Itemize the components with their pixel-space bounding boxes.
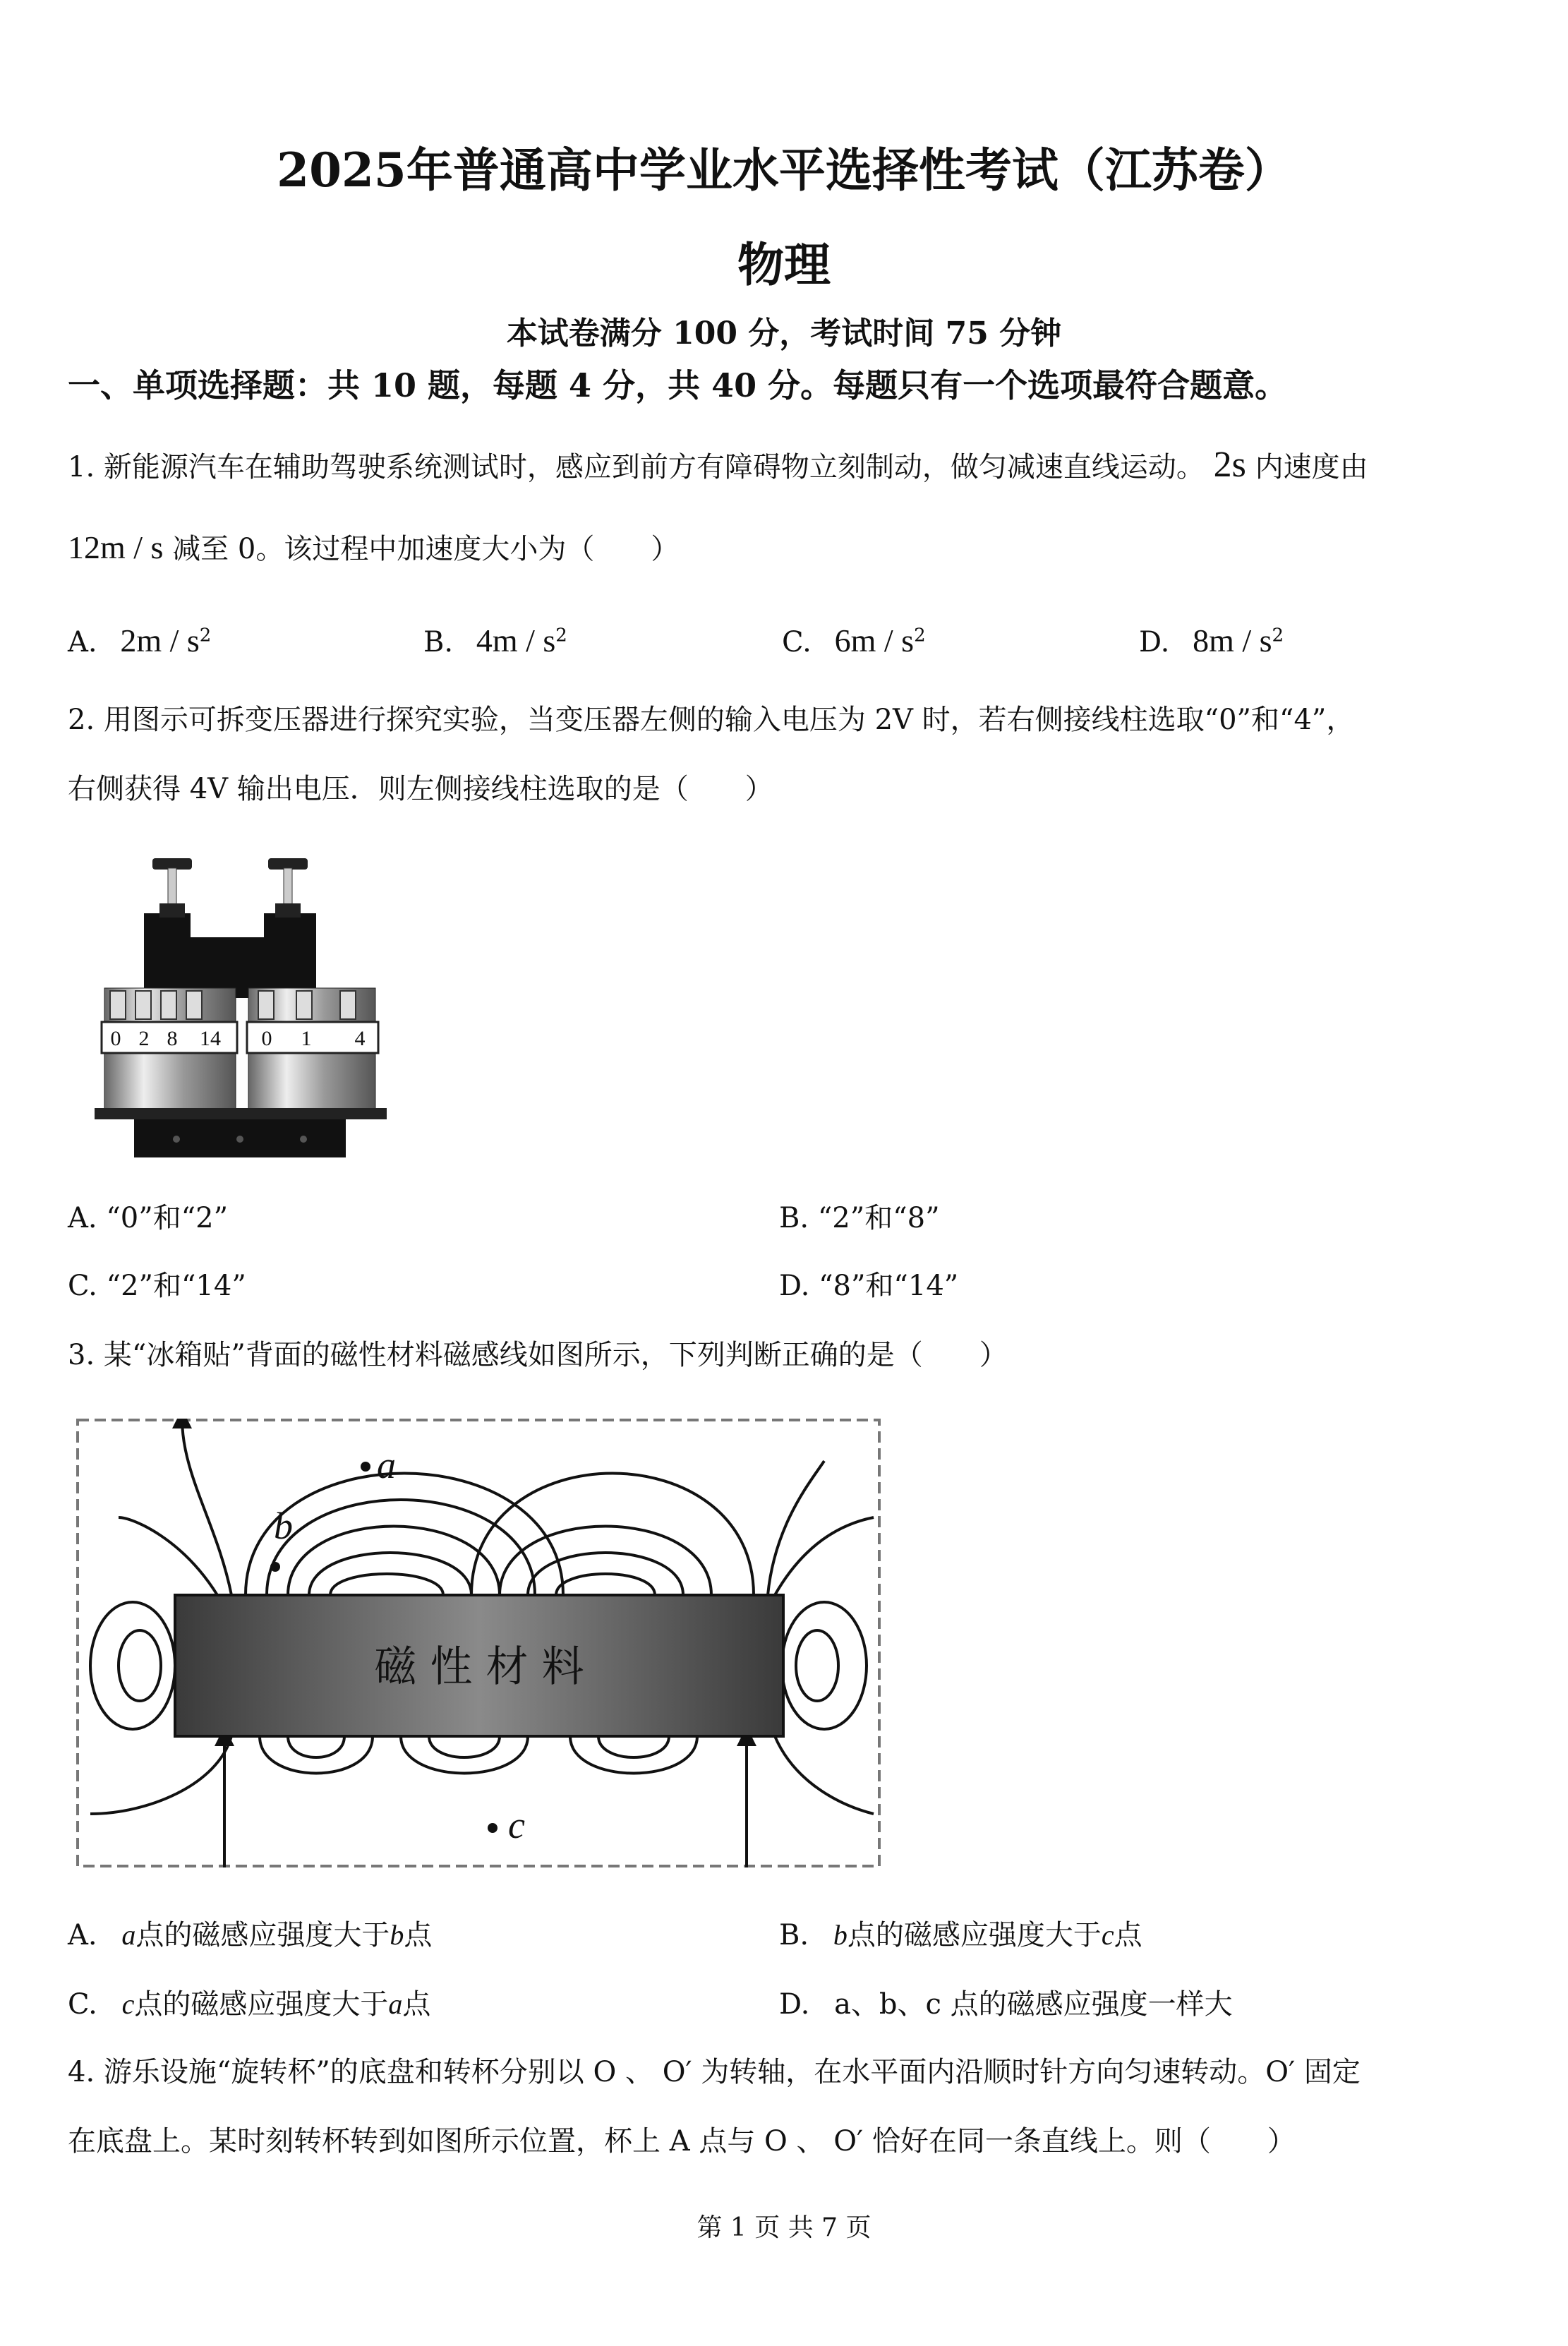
magnetic-field-figure	[76, 1419, 881, 1867]
q1-option-b-label: B.	[423, 626, 454, 658]
right-knob	[268, 858, 308, 918]
q3-option-b-tail: 点	[1114, 1919, 1142, 1951]
left-terminal-label: 8	[167, 1027, 178, 1050]
exponent: 2	[1272, 625, 1284, 646]
left-terminal-label: 0	[110, 1027, 121, 1050]
q3-option-d-text: a、b、c 点的磁感应强度一样大	[834, 1988, 1233, 2021]
exponent: 2	[555, 625, 567, 646]
q3-option-b[interactable]	[779, 1918, 1142, 1952]
left-knob	[152, 858, 192, 918]
left-terminal-label: 14	[200, 1027, 221, 1050]
q2-option-b[interactable]	[779, 1201, 940, 1235]
q1-speed: 12m / s	[68, 529, 164, 565]
right-terminal-label: 0	[261, 1027, 272, 1050]
q3-option-a-label: A.	[68, 1919, 97, 1951]
q2-option-c[interactable]	[68, 1269, 246, 1303]
q1-text-b: 内速度由	[1255, 451, 1368, 483]
exam-info: 本试卷满分 100 分，考试时间 75 分钟	[506, 315, 1062, 351]
q1-line1	[68, 443, 1368, 487]
q2-option-c-label: C.	[68, 1270, 97, 1302]
q1-option-d-value: 8m / s	[1193, 622, 1272, 658]
q3-option-c-p1: c	[121, 1988, 135, 2020]
point-c-dot	[488, 1823, 497, 1833]
right-terminal-label: 4	[354, 1027, 366, 1050]
q2-line2: 右侧获得 4V 输出电压．则左侧接线柱选取的是（ ）	[68, 773, 773, 805]
q3-option-a[interactable]	[68, 1918, 432, 1952]
q2-option-b-label: B.	[779, 1202, 809, 1234]
q1-text-c: 减至 0。该过程中加速度大小为（ ）	[172, 533, 680, 565]
q3-option-a-mid: 点的磁感应强度大于	[135, 1919, 390, 1951]
q3-option-c-p2: a	[388, 1988, 403, 2020]
q3-option-d-label: D.	[779, 1988, 810, 2021]
q3-text: 3. 某“冰箱贴”背面的磁性材料磁感线如图所示，下列判断正确的是（ ）	[68, 1339, 1008, 1371]
exam-title: 2025年普通高中学业水平选择性考试（江苏卷）	[277, 143, 1291, 198]
q3-option-c-label: C.	[68, 1988, 97, 2021]
page-footer: 第 1 页 共 7 页	[696, 2213, 872, 2242]
q2-option-a-text: “0”和“2”	[106, 1202, 229, 1234]
point-c-label: c	[508, 1804, 525, 1846]
q1-option-c[interactable]	[782, 621, 926, 660]
q2-option-a[interactable]	[68, 1201, 228, 1235]
q3-option-c-tail: 点	[402, 1988, 431, 2021]
left-terminal-label: 2	[138, 1027, 150, 1050]
q2-option-d-label: D.	[779, 1270, 810, 1302]
q3-option-d[interactable]	[779, 1987, 1233, 2021]
q3-option-c-mid: 点的磁感应强度大于	[134, 1988, 389, 2021]
q1-option-a-value: 2m / s	[120, 622, 200, 658]
q3-option-a-tail: 点	[404, 1919, 433, 1951]
q2-line1: 2. 用图示可拆变压器进行探究实验，当变压器左侧的输入电压为 2V 时，若右侧接线柱选取“0”和“4”，	[68, 704, 1355, 736]
section-heading: 一、单项选择题：共 10 题，每题 4 分，共 40 分。每题只有一个选项最符合题意。	[68, 366, 1288, 404]
q3-option-b-p2: c	[1101, 1919, 1114, 1951]
q3-option-a-p2: b	[390, 1919, 404, 1951]
q1-option-c-value: 6m / s	[834, 622, 915, 658]
q4-line2: 在底盘上。某时刻转杯转到如图所示位置，杯上 A 点与 O 、 O′ 恰好在同一条直线上。则（ ）	[68, 2125, 1296, 2158]
subject-title: 物理	[737, 237, 831, 292]
q3-option-b-p1: b	[833, 1919, 848, 1951]
q1-time: 2s	[1213, 445, 1246, 485]
q1-option-a-label: A.	[68, 626, 97, 658]
q1-option-b-value: 4m / s	[476, 622, 556, 658]
q2-option-b-text: “2”和“8”	[817, 1202, 940, 1234]
q2-option-d-text: “8”和“14”	[819, 1270, 959, 1302]
q3-option-b-label: B.	[779, 1919, 809, 1951]
right-terminal-label: 1	[301, 1027, 312, 1050]
q3-option-b-mid: 点的磁感应强度大于	[847, 1919, 1102, 1951]
q2-option-a-label: A.	[68, 1202, 97, 1234]
exponent: 2	[199, 625, 212, 646]
q1-option-b[interactable]	[423, 621, 567, 660]
q1-option-d[interactable]	[1139, 621, 1284, 660]
q4-line1: 4. 游乐设施“旋转杯”的底盘和转杯分别以 O 、 O′ 为转轴，在水平面内沿顺时针方向匀速转动。O′ 固定	[68, 2056, 1361, 2088]
exponent: 2	[914, 625, 926, 646]
q2-option-d[interactable]	[779, 1269, 958, 1303]
q3-option-c[interactable]	[68, 1987, 430, 2021]
q1-option-d-label: D.	[1139, 626, 1170, 658]
q1-line2	[68, 528, 679, 567]
point-a-label: a	[377, 1444, 396, 1486]
q1-text-a: 1. 新能源汽车在辅助驾驶系统测试时，感应到前方有障碍物立刻制动，做匀减速直线运动。	[68, 451, 1205, 483]
point-b-label: b	[274, 1505, 293, 1547]
point-b-dot	[270, 1562, 280, 1572]
point-a-dot	[361, 1462, 370, 1472]
q3-option-a-p1: a	[121, 1919, 136, 1951]
q2-option-c-text: “2”和“14”	[106, 1270, 246, 1302]
q1-option-a[interactable]	[68, 621, 211, 660]
transformer-figure	[92, 854, 395, 1157]
magnetic-material-label: 磁 性 材 料	[374, 1642, 584, 1692]
q1-option-c-label: C.	[782, 626, 812, 658]
